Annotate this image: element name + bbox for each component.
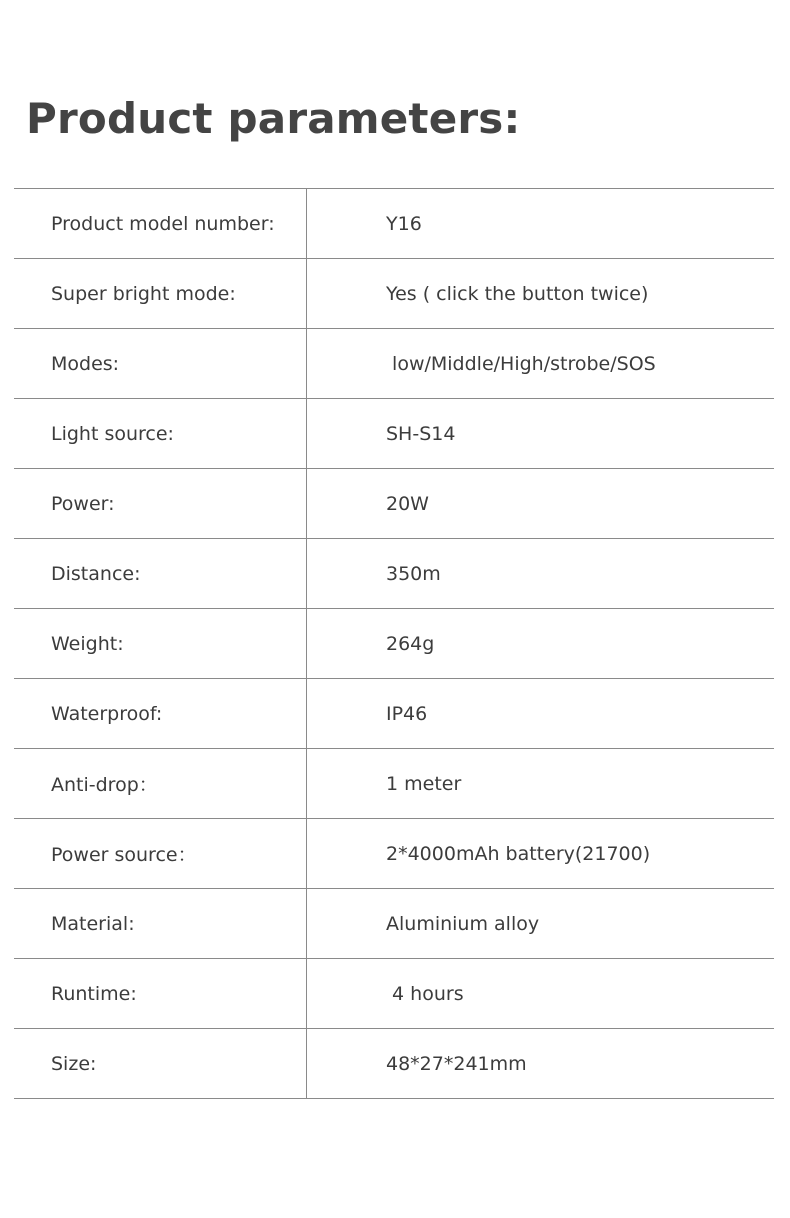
spec-label: Waterproof: — [51, 702, 163, 725]
spec-row-modes — [14, 329, 774, 399]
column-divider — [306, 609, 307, 678]
spec-value: Y16 — [386, 212, 422, 235]
spec-label: Power source： — [51, 844, 197, 866]
column-divider — [306, 399, 307, 468]
spec-value: 20W — [386, 492, 429, 515]
spec-row-weight — [14, 609, 774, 679]
spec-row-distance — [14, 539, 774, 609]
spec-label: Product model number: — [51, 212, 275, 235]
spec-label: Anti-drop： — [51, 774, 158, 796]
column-divider — [306, 189, 307, 258]
column-divider — [306, 679, 307, 748]
spec-label: Weight: — [51, 632, 124, 655]
spec-row-power-source — [14, 819, 774, 889]
column-divider — [306, 259, 307, 328]
column-divider — [306, 819, 307, 888]
column-divider — [306, 1029, 307, 1098]
spec-label: Modes: — [51, 352, 120, 375]
spec-label: Runtime: — [51, 982, 137, 1005]
spec-row-size — [14, 1029, 774, 1099]
spec-label: Super bright mode: — [51, 282, 236, 305]
column-divider — [306, 469, 307, 538]
spec-label: Material: — [51, 912, 135, 935]
spec-row-anti-drop — [14, 749, 774, 819]
spec-row-model-number — [14, 189, 774, 259]
spec-value: 48*27*241mm — [386, 1052, 527, 1075]
page-title: Product parameters: — [26, 94, 521, 143]
spec-value: 1 meter — [386, 772, 462, 795]
column-divider — [306, 959, 307, 1028]
spec-value: low/Middle/High/strobe/SOS — [386, 352, 656, 375]
spec-value: IP46 — [386, 702, 428, 725]
column-divider — [306, 539, 307, 608]
spec-row-super-bright-mode — [14, 259, 774, 329]
column-divider — [306, 889, 307, 958]
spec-row-power — [14, 469, 774, 539]
spec-row-light-source — [14, 399, 774, 469]
spec-value: Yes ( click the button twice) — [386, 282, 649, 305]
spec-value: Aluminium alloy — [386, 912, 540, 935]
spec-row-runtime — [14, 959, 774, 1029]
column-divider — [306, 329, 307, 398]
spec-value: 350m — [386, 562, 441, 585]
spec-label: Power: — [51, 492, 115, 515]
spec-row-waterproof — [14, 679, 774, 749]
spec-value: 2*4000mAh battery(21700) — [386, 842, 651, 865]
spec-label: Light source: — [51, 422, 174, 445]
spec-value: 4 hours — [386, 982, 464, 1005]
spec-value: SH-S14 — [386, 422, 456, 445]
spec-row-material — [14, 889, 774, 959]
spec-label: Distance: — [51, 562, 141, 585]
column-divider — [306, 749, 307, 818]
spec-value: 264g — [386, 632, 435, 655]
spec-label: Size: — [51, 1052, 97, 1075]
spec-table — [14, 188, 774, 1099]
